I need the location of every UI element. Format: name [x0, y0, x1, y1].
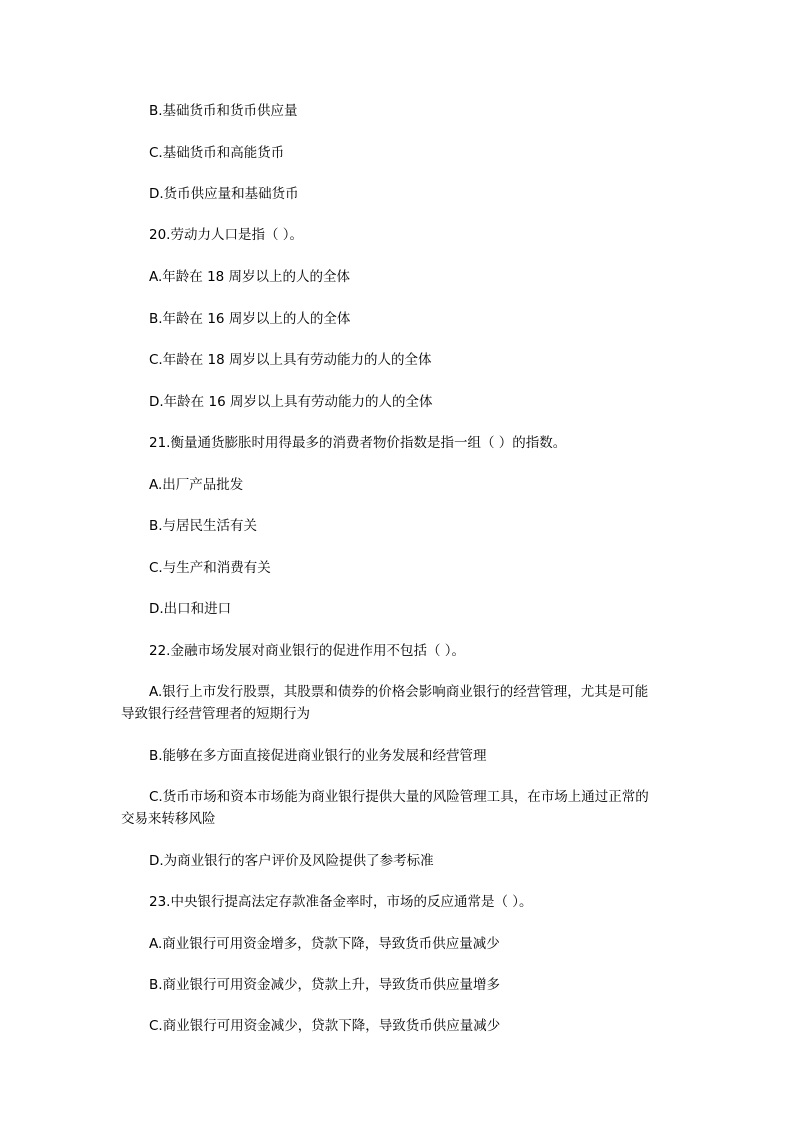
option-19c: C.基础货币和高能货币 — [149, 145, 285, 161]
option-22c-continued: 交易来转移风险 — [121, 811, 216, 827]
option-21d: D.出口和进口 — [149, 601, 232, 617]
question-20: 20.劳动力人口是指（ ）。 — [149, 227, 304, 243]
option-19d: D.货币供应量和基础货币 — [149, 186, 299, 202]
option-22d: D.为商业银行的客户评价及风险提供了参考标准 — [149, 853, 434, 869]
option-21a: A.出厂产品批发 — [149, 477, 244, 493]
option-20b: B.年龄在 16 周岁以上的人的全体 — [149, 311, 351, 327]
option-23c: C.商业银行可用资金减少，贷款下降，导致货币供应量减少 — [149, 1018, 501, 1034]
question-22: 22.金融市场发展对商业银行的促进作用不包括（ ）。 — [149, 643, 466, 659]
option-21b: B.与居民生活有关 — [149, 518, 258, 534]
option-21c: C.与生产和消费有关 — [149, 560, 271, 576]
option-22a-continued: 导致银行经营管理者的短期行为 — [121, 706, 310, 722]
option-20d: D.年龄在 16 周岁以上具有劳动能力的人的全体 — [149, 394, 433, 410]
option-19b: B.基础货币和货币供应量 — [149, 103, 298, 119]
option-23b: B.商业银行可用资金减少，贷款上升，导致货币供应量增多 — [149, 977, 501, 993]
option-22a: A.银行上市发行股票，其股票和债券的价格会影响商业银行的经营管理，尤其是可能 — [149, 684, 649, 700]
option-22b: B.能够在多方面直接促进商业银行的业务发展和经营管理 — [149, 748, 487, 764]
question-23: 23.中央银行提高法定存款准备金率时，市场的反应通常是（ ）。 — [149, 894, 533, 910]
option-22c: C.货币市场和资本市场能为商业银行提供大量的风险管理工具，在市场上通过正常的 — [149, 789, 649, 805]
option-20a: A.年龄在 18 周岁以上的人的全体 — [149, 269, 351, 285]
option-20c: C.年龄在 18 周岁以上具有劳动能力的人的全体 — [149, 352, 432, 368]
option-23a: A.商业银行可用资金增多，贷款下降，导致货币供应量减少 — [149, 936, 500, 952]
question-21: 21.衡量通货膨胀时用得最多的消费者物价指数是指一组（ ）的指数。 — [149, 435, 567, 451]
